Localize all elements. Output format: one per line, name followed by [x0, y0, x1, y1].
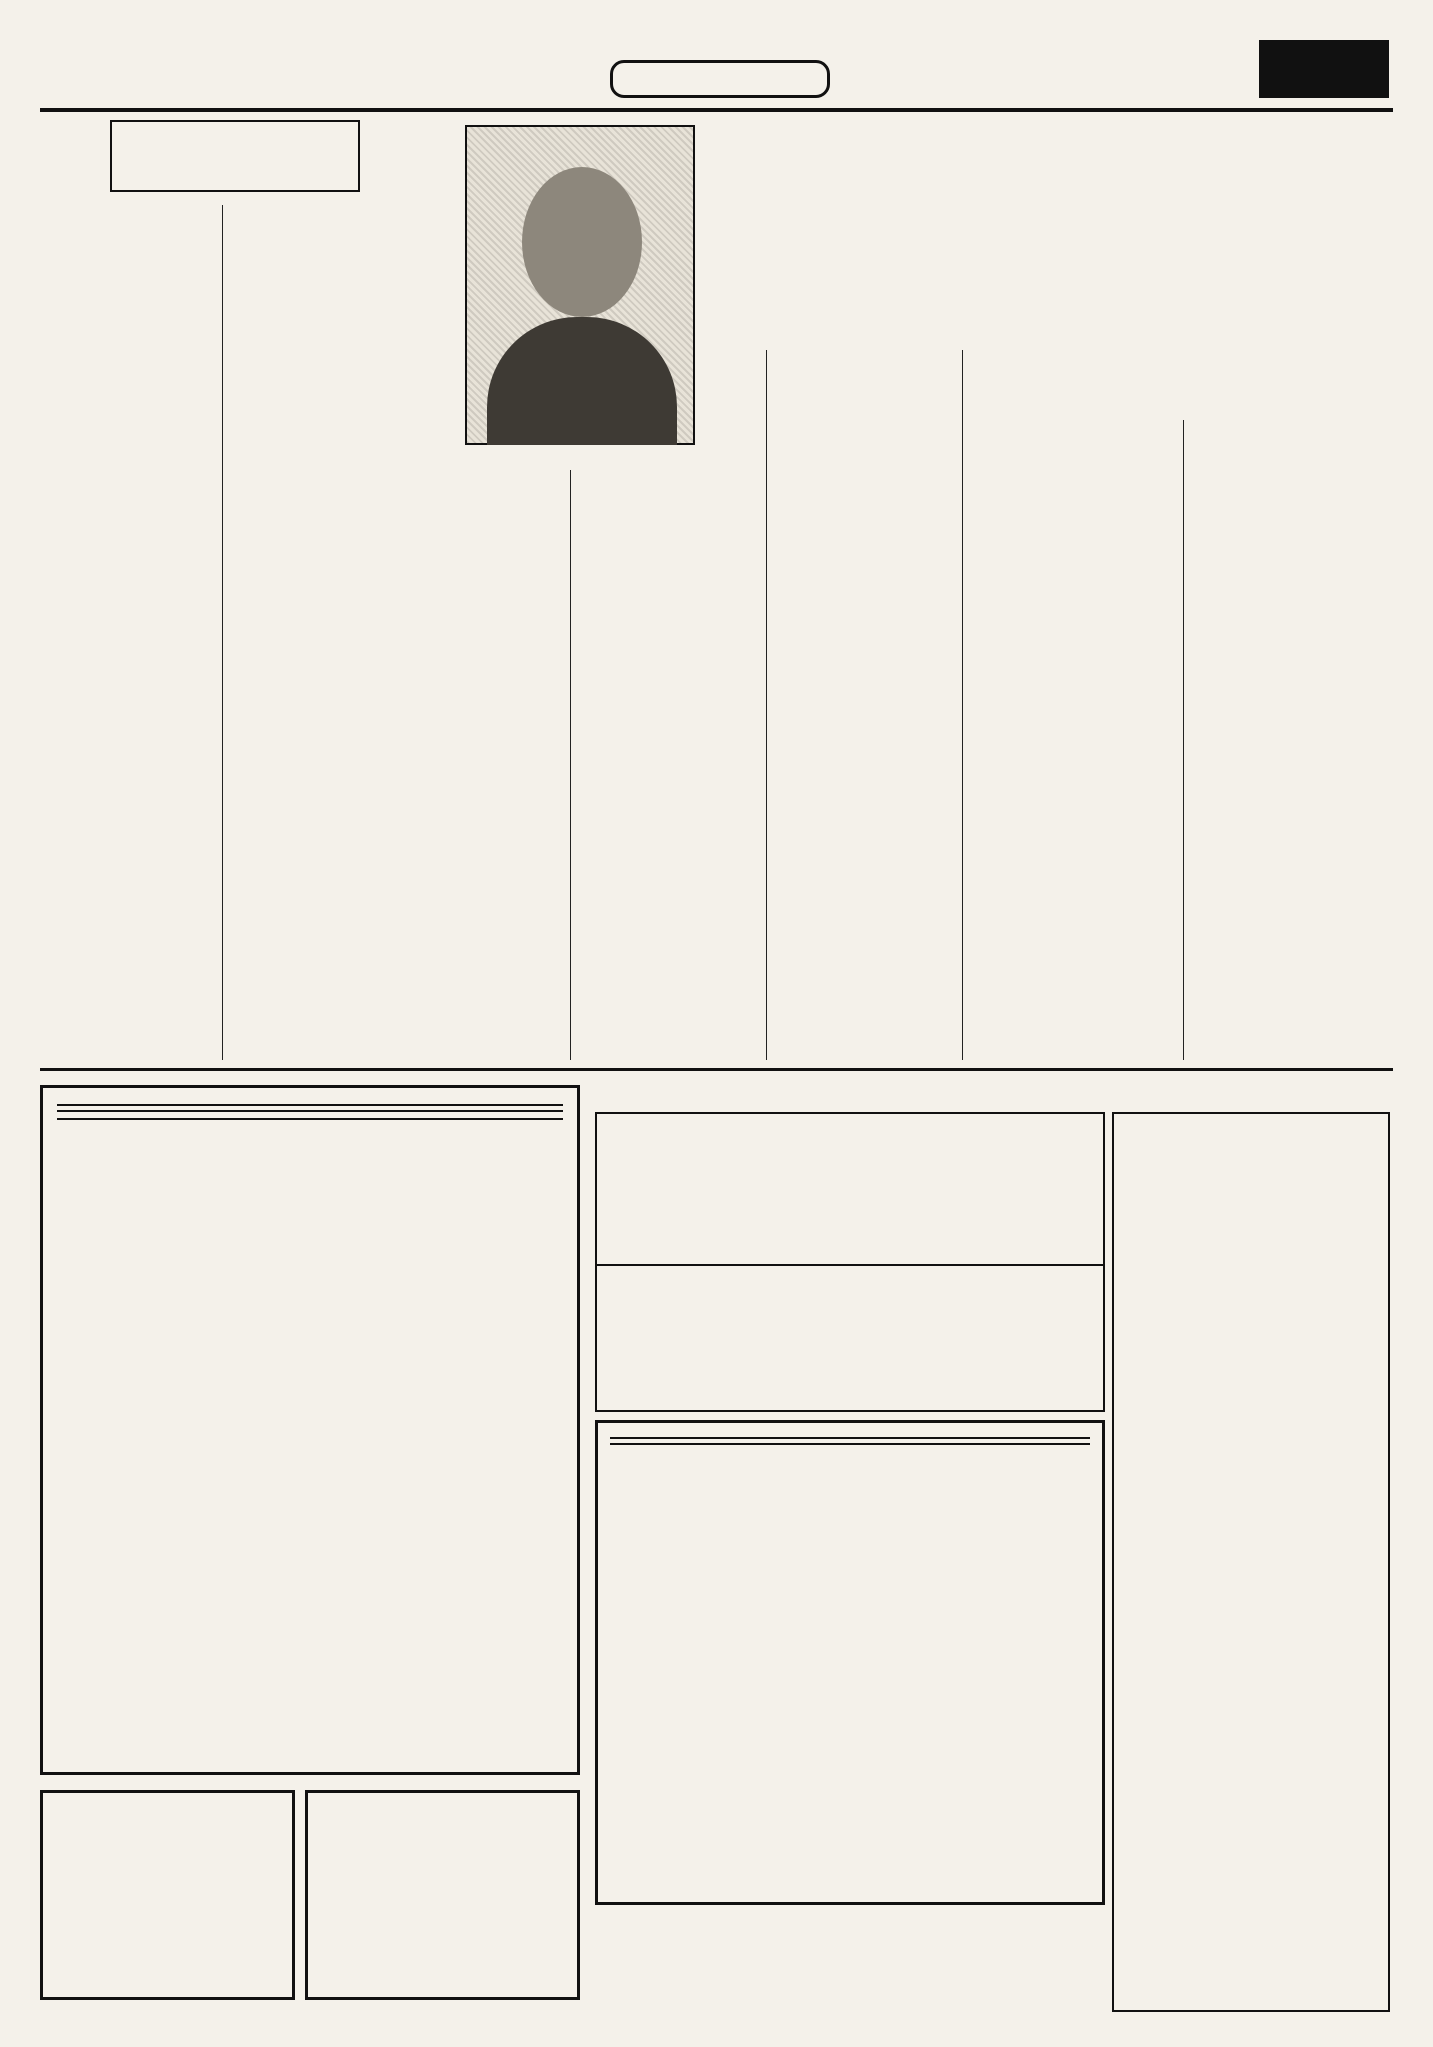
newspaper-logo: [1259, 40, 1389, 98]
column-divider: [1183, 420, 1184, 1060]
article-column-4: [576, 350, 761, 1060]
article-column-7: [40, 205, 216, 1060]
article-column-2: [968, 350, 1168, 1060]
column-divider: [222, 205, 223, 1060]
jobs-table: [57, 1104, 563, 1112]
section-label: [610, 60, 830, 98]
jobs-table: [610, 1437, 1090, 1445]
header-job-title: [850, 1438, 970, 1444]
article-column-5: [470, 470, 565, 1060]
header-rule: [40, 108, 1393, 112]
jobs-ad-footer: [57, 1118, 563, 1124]
header-count: [610, 1438, 730, 1444]
column-divider: [570, 470, 571, 1060]
header-education: [184, 1105, 311, 1111]
article-column-3: [772, 350, 957, 1060]
portrait-face: [522, 167, 642, 317]
header-count: [57, 1105, 184, 1111]
page-number: [40, 42, 120, 100]
thanks-side-column: [1112, 1112, 1390, 2012]
quote-box: [110, 120, 360, 192]
jobs-ad-saveh: [595, 1420, 1105, 1905]
header-row-number: [437, 1105, 564, 1111]
jobs-table-header: [57, 1105, 563, 1111]
article-column-6: [230, 205, 360, 1060]
header-row-number: [970, 1438, 1090, 1444]
header-education: [730, 1438, 850, 1444]
article-bottom-rule: [40, 1068, 1393, 1071]
column-divider: [766, 350, 767, 1060]
thanks-grid-main: [595, 1112, 1105, 1412]
column-divider: [962, 350, 963, 1060]
classified-ad-sale: [40, 1790, 295, 2000]
article-column-1: [1179, 420, 1389, 1060]
header-job-title: [310, 1105, 437, 1111]
jobs-ad-gulpaygan: [40, 1085, 580, 1775]
classified-ad-lost: [305, 1790, 580, 2000]
jobs-table-header: [610, 1438, 1090, 1444]
